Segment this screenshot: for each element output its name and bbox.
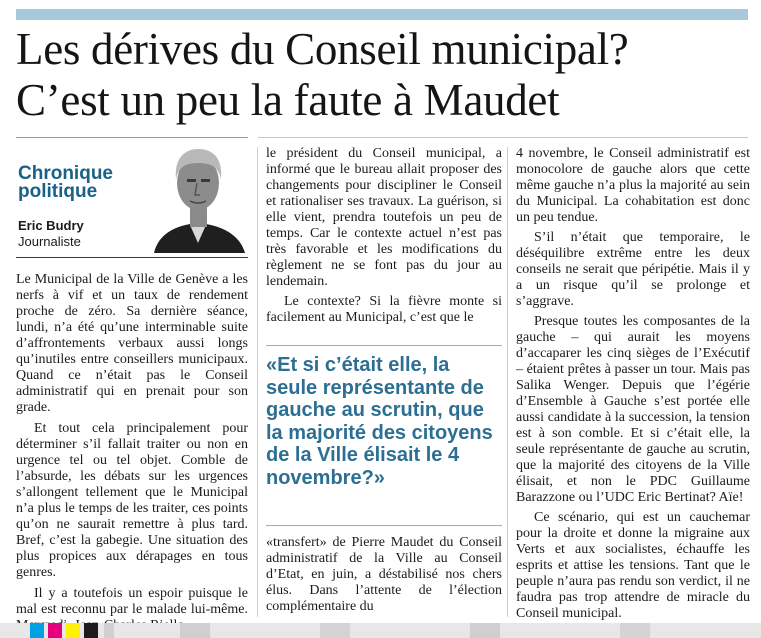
paragraph: Le Municipal de la Ville de Genève a les nerfs à vif et un taux de rendement proche de zéro. Sa dernière séance, lundi, n’a été qu’une interminable suite d’affrontements verbaux aussi longs qu’inutiles entre conseillers municipaux. Quand ce n’était pas le Conseil administratif qui en prenait pour son grade. xyxy=(16,272,248,415)
header-rule-right xyxy=(258,137,748,138)
headline-line-1: Les dérives du Conseil municipal? xyxy=(16,24,629,74)
rubric-line-1: Chronique xyxy=(18,163,113,184)
rubric-line-2: politique xyxy=(18,181,98,202)
print-color-bar xyxy=(0,623,761,638)
headline-line-2: C’est un peu la faute à Maudet xyxy=(16,75,560,125)
author-role: Journaliste xyxy=(18,234,81,249)
column-divider xyxy=(507,147,508,617)
column-divider xyxy=(257,147,258,617)
pull-quote: «Et si c’était elle, la seule représentante de gauche au scrutin, que la majorité des citoyens de la Ville élisait le 4 novembre?» xyxy=(266,354,493,489)
column-rubric xyxy=(18,165,143,201)
paragraph: 4 novembre, le Conseil administratif est monocolore de gauche alors que cette même gauche n’a plus la majorité au sein du Municipal. La cohabitation est donc un peu tendue. xyxy=(516,146,750,225)
article-column-1 xyxy=(16,272,248,634)
author-portrait xyxy=(150,145,247,253)
author-name: Eric Budry xyxy=(18,218,84,233)
header-rule-left xyxy=(16,137,248,138)
paragraph: Presque toutes les composantes de la gauche – qui aurait les moyens d’accaparer les cinq sièges de l’Exécutif – étaient prêtes à passer un tour. Mais pas Salika Wenger. Depuis que l’égérie d’Ensemble à Gauche s’est portée elle aussi candidate à la succession, la tension est à son comble. Et si c’était elle, la seule représentante de gauche au scrutin, que la majorité des citoyens de la Ville élisait, et non le PDC Guillaume Barazzone ou l’UDC Eric Bertinat? Aïe! xyxy=(516,314,750,505)
paragraph: le président du Conseil municipal, a informé que le bureau allait proposer des changements pour discipliner le Conseil et rationaliser ses travaux. La guérison, si elle vient, prendra toutefois un peu de temps. Car le contexte actuel n’est pas très favorable et les modifications du règlement ne se font pas du jour au lendemain. xyxy=(266,146,502,289)
quote-rule-bottom xyxy=(266,525,502,526)
author-rule xyxy=(16,257,248,258)
section-top-bar xyxy=(16,9,748,20)
article-column-2 xyxy=(266,146,502,326)
article-column-2-continued xyxy=(266,535,502,615)
paragraph: Il y a toutefois un espoir puisque le mal est reconnu par le malade lui-même. xyxy=(16,586,248,617)
article-column-3 xyxy=(516,146,750,622)
paragraph: Le contexte? Si la fièvre monte si facilement au Municipal, c’est que le xyxy=(266,294,502,325)
quote-rule-top xyxy=(266,345,502,346)
paragraph: Ce scénario, qui est un cauchemar pour la droite et donne la migraine aux Verts et aux socialistes, échauffe les esprits et attise les tensions. Tant que le peuple n’aura pas rendu son verdict, il ne faudra pas trop attendre de miracle du Conseil municipal. xyxy=(516,510,750,621)
paragraph: S’il n’était que temporaire, le déséquilibre extrême entre les deux conseils ne serait que péripétie. Mais il y a un risque qu’il se prolonge et s’aggrave. xyxy=(516,230,750,309)
page-title xyxy=(16,24,751,126)
paragraph: «transfert» de Pierre Maudet du Conseil administratif de la Ville au Conseil d’Etat, en juin, a déstabilisé nos chers élus. Dans l’attente de l’élection complémentaire du xyxy=(266,535,502,614)
paragraph: Et tout cela principalement pour déterminer s’il fallait traiter ou non en urgence tel ou tel objet. Comble de l’absurde, les débats sur les urgences s’allongent tellement que le Municipal n’a plus le temps de les traiter, ces points qu’on ne saurait remettre à plus tard. Bref, c’est la gabegie. Une situation des plus propices aux dérapages en tous genres. xyxy=(16,421,248,580)
